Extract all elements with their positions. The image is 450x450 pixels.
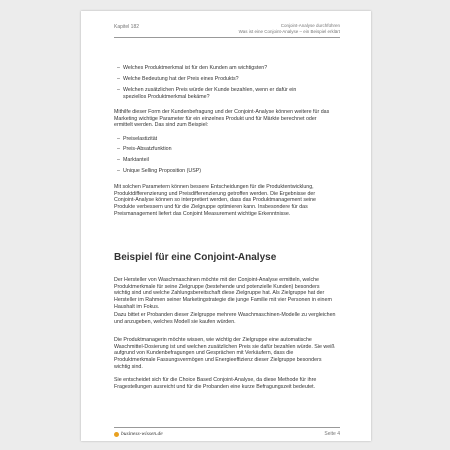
page-number: Seite 4 [324, 431, 340, 437]
footer-divider [114, 427, 340, 428]
parameter-text: Unique Selling Proposition (USP) [123, 168, 202, 174]
question-text: Welches Produktmerkmal ist für den Kunden am wichtigsten? [123, 65, 268, 71]
parameter-text: Preiselastizität [123, 136, 158, 142]
list-item: – Welchen zusätzlichen Preis würde der Kunde bezahlen, wenn er dafür ein speziellos Produktmerkmal bekäme? [117, 87, 297, 100]
footer-logo [114, 431, 163, 437]
question-text: Welchen zusätzlichen Preis würde der Kunde bezahlen, wenn er dafür ein speziellos Produktmerkmal bekäme? [123, 87, 297, 100]
parameter-text: Marktanteil [123, 157, 149, 163]
logo-dot-icon [114, 432, 119, 437]
list-item: – Marktanteil [117, 157, 149, 163]
header-title-block [239, 23, 340, 35]
list-item: – Preis-Absatzfunktion [117, 146, 172, 152]
parameter-text: Preis-Absatzfunktion [123, 146, 172, 152]
header-subtitle: Was ist eine Conjoint-Analyse – ein Beispiel erklärt [238, 29, 340, 34]
paragraph: Sie entscheidet sich für die Choice Based Conjoint-Analyse, da diese Methode für ihre Fragestellungen ausreicht und für die Probanden eine kurze Befragungszeit bedeutet. [114, 377, 317, 390]
paragraph: Die Produktmanagerin möchte wissen, wie wichtig der Zielgruppe eine automatische Waschmittel-Dosierung ist und welchen zusätzlichen Preis sie dafür bezahlen würde. Sie weiß aufgrund von Kundenbefragungen und Gesprächen mit Verkäufern, dass die Produktmerkmale Fassungsvermögen und Energieeffizienz dieser Zielgruppe besonders wichtig sind. [114, 337, 335, 370]
paragraph: Mit solchen Parametern können bessere Entscheidungen für die Produktentwicklung, Produktdifferenzierung und Preisdifferenzierung getroffen werden. Die Ergebnisse der Conjoint-Analyse können so interpretiert werden, dass das Produktmanagement seine Produkte verbessern und für die Zielgruppe optimieren kann. Insbesondere für das Preismanagement liefert das Conjoint Measurement wichtige Erkenntnisse. [114, 184, 316, 217]
header-chapter: Kapitel 182 [114, 24, 140, 30]
document-page [81, 11, 371, 441]
section-heading: Beispiel für eine Conjoint-Analyse [114, 252, 277, 263]
header-divider [114, 37, 340, 38]
list-item: – Welche Bedeutung hat der Preis eines Produkts? [117, 76, 239, 82]
list-item: – Unique Selling Proposition (USP) [117, 168, 202, 174]
list-item: – Welches Produktmerkmal ist für den Kunden am wichtigsten? [117, 65, 268, 71]
header-title: Conjoint-Analyse durchführen [280, 23, 340, 28]
question-text: Welche Bedeutung hat der Preis eines Produkts? [123, 76, 239, 82]
list-item: – Preiselastizität [117, 136, 158, 142]
paragraph: Dazu bittet er Probanden dieser Zielgruppe mehrere Waschmaschinen-Modelle zu vergleichen und anzugeben, welches Modell sie kaufen würden. [114, 312, 336, 325]
logo-text: business-wissen.de [121, 431, 163, 437]
paragraph: Der Hersteller von Waschmaschinen möchte mit der Conjoint-Analyse ermitteln, welche Produktmerkmale für seine Zielgruppe (bestehende und potenzielle Kunden) besonders wichtig sind und welche Zahlungsbereitschaft diese Zielgruppe hat. Als Zielgruppe hat der Hersteller im Rahmen seiner Marketingstrategie die junge Familie mit vier Personen in einem Haushalt im Fokus. [114, 277, 332, 310]
paragraph: Mithilfe dieser Form der Kundenbefragung und der Conjoint-Analyse können weitere für das Marketing wichtige Parameter für ein einzelnes Produkt und für Märkte berechnet oder ermittelt werden. Das sind zum Beispiel: [114, 109, 330, 129]
